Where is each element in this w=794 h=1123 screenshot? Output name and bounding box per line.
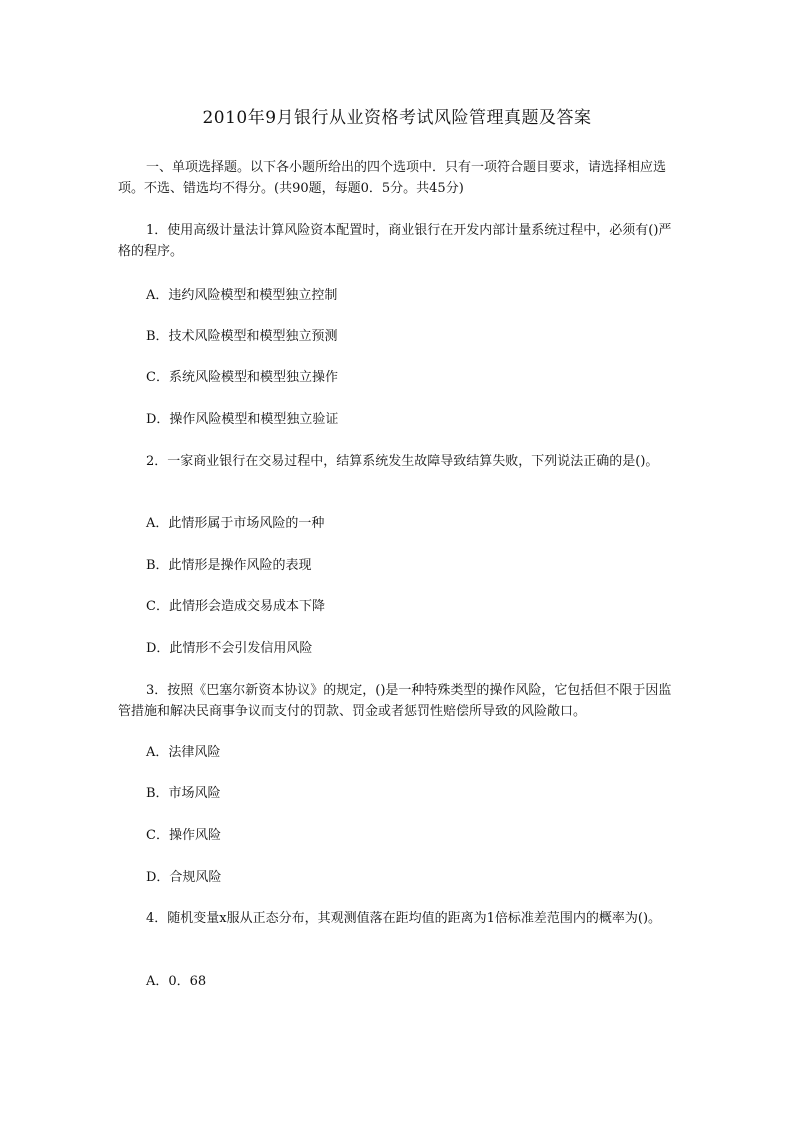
- question-3-option-b: B．市场风险: [146, 786, 221, 801]
- section-intro-text: 一、单项选择题。以下各小题所给出的四个选项中．只有一项符合题目要求，请选择相应选项。不选、错选均不得分。(共90题，每题0．5分。共45分): [118, 160, 667, 196]
- question-1-stem: [118, 220, 678, 262]
- question-4-option-a: A．0．68: [146, 974, 207, 989]
- section-intro: [118, 157, 678, 199]
- question-1-option-b: B．技术风险模型和模型独立预测: [146, 329, 338, 344]
- question-2-option-b: B．此情形是操作风险的表现: [146, 558, 312, 573]
- question-3-option-a: A．法律风险: [146, 745, 221, 760]
- question-4-stem: [118, 908, 678, 929]
- question-1-option-a: A．违约风险模型和模型独立控制: [146, 288, 338, 303]
- question-3-text: 3．按照《巴塞尔新资本协议》的规定，()是一种特殊类型的操作风险，它包括但不限于因监管措施和解决民商事争议而支付的罚款、罚金或者惩罚性赔偿所导致的风险敞口。: [118, 683, 672, 719]
- question-2-text: 2．一家商业银行在交易过程中，结算系统发生故障导致结算失败，下列说法正确的是()。: [146, 454, 659, 469]
- question-3-stem: [118, 680, 678, 722]
- question-2-stem: [118, 451, 678, 472]
- document-title: 2010年9月银行从业资格考试风险管理真题及答案: [202, 108, 592, 128]
- question-1-text: 1．使用高级计量法计算风险资本配置时，商业银行在开发内部计量系统过程中，必须有()严格的程序。: [118, 223, 672, 259]
- question-2-option-d: D．此情形不会引发信用风险: [146, 641, 313, 656]
- question-1-option-c: C．系统风险模型和模型独立操作: [146, 370, 338, 385]
- question-3-option-d: D．合规风险: [146, 870, 222, 885]
- question-4-text: 4．随机变量x服从正态分布，其观测值落在距均值的距离为1倍标准差范围内的概率为()。: [146, 911, 662, 926]
- question-2-option-c: C．此情形会造成交易成本下降: [146, 599, 325, 614]
- question-3-option-c: C．操作风险: [146, 828, 221, 843]
- question-1-option-d: D．操作风险模型和模型独立验证: [146, 412, 339, 427]
- question-2-option-a: A．此情形属于市场风险的一种: [146, 516, 325, 531]
